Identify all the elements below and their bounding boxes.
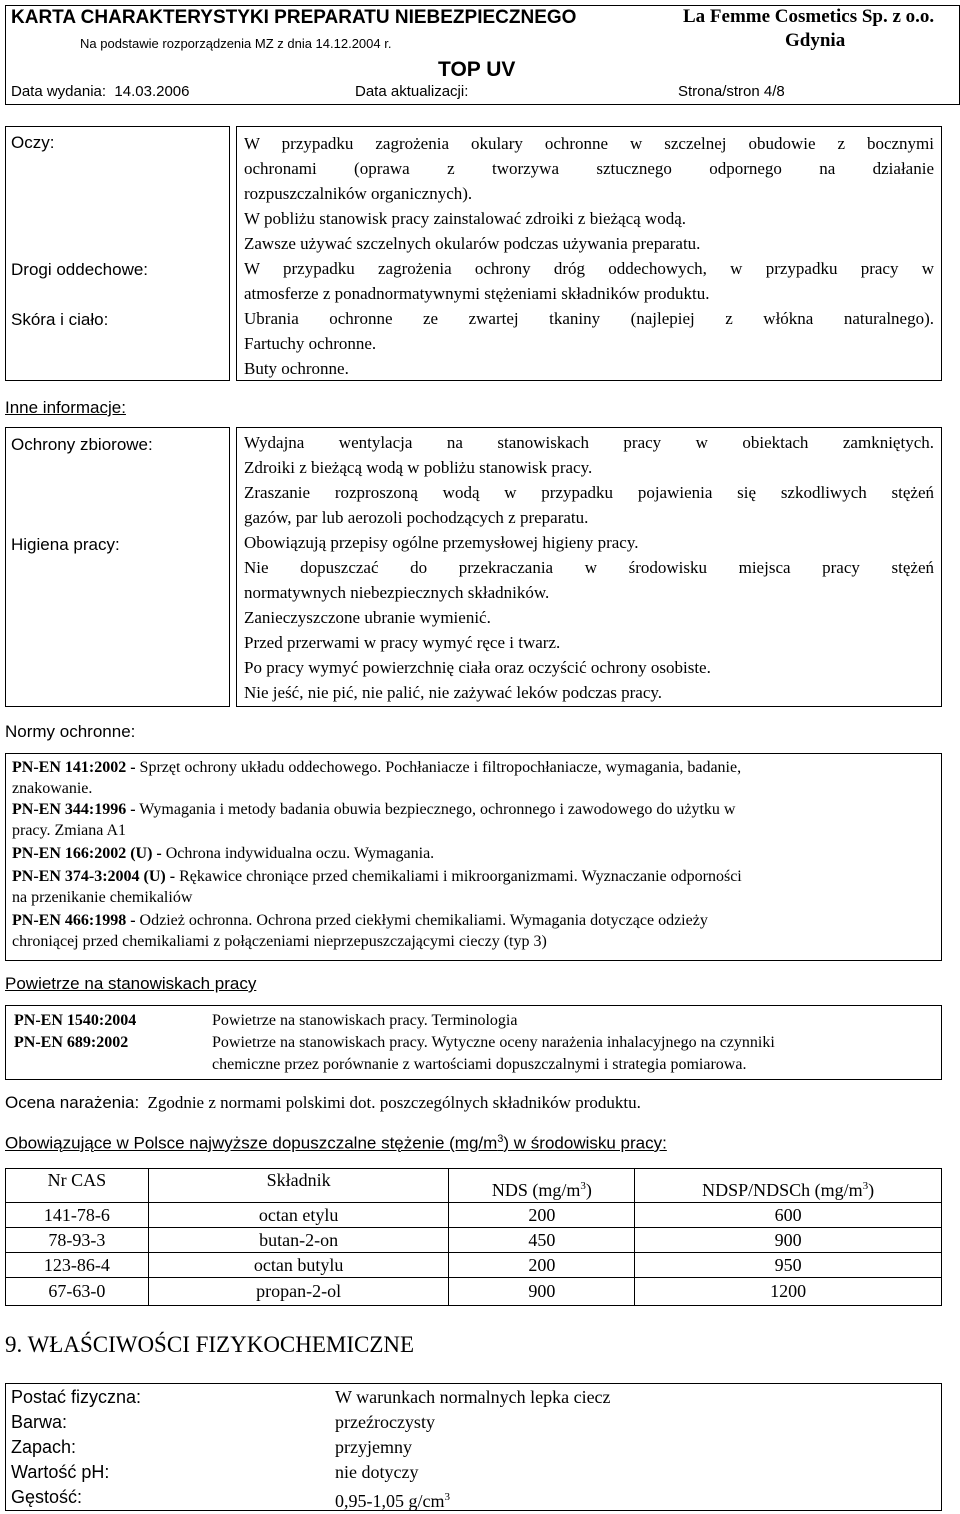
- air-text: Powietrze na stanowiskach pracy. Terminologia: [212, 1012, 518, 1029]
- physchem-row: [11, 1385, 931, 1410]
- other-line: Wydajna wentylacja na stanowiskach pracy w obiektach zamkniętych.: [244, 433, 934, 452]
- physchem-label: Barwa:: [11, 1412, 68, 1432]
- physchem-row: [11, 1435, 931, 1460]
- norm-code: PN-EN 344:1996 -: [12, 801, 136, 818]
- skin-line: Ubrania ochronne ze zwartej tkaniny (najlepiej z włókna naturalnego).: [244, 309, 934, 328]
- eyes-line: W przypadku zagrożenia okulary ochronne w szczelnej obudowie z bocznymi: [244, 134, 934, 153]
- norm-text: chroniącej przed chemikaliami z połączeniami nieprzepuszczającymi cieczy (typ 3): [12, 933, 547, 950]
- limits-header-row: [6, 1169, 942, 1203]
- norm-code: PN-EN 141:2002 -: [12, 759, 136, 776]
- section-9-title: 9. WŁAŚCIWOŚCI FIZYKOCHEMICZNE: [5, 1332, 415, 1357]
- density-value: 0,95-1,05 g/cm: [335, 1491, 445, 1511]
- air-text-line: Powietrze na stanowiskach pracy. Wytyczne oceny narażenia inhalacyjnego na czynniki: [212, 1034, 775, 1051]
- cell-name: butan-2-on: [148, 1228, 449, 1253]
- cell-nds: 900: [449, 1278, 635, 1306]
- norm-item: [12, 799, 927, 841]
- product-name: TOP UV: [438, 58, 516, 81]
- air-text: [212, 1032, 775, 1076]
- labels-box-bottom: [5, 427, 230, 707]
- cell-nds: 200: [449, 1203, 635, 1228]
- other-line: Zdroiki z bieżącą wodą w pobliżu stanowisk pracy.: [244, 458, 593, 477]
- eyes-line: rozpuszczalników organicznych).: [244, 184, 473, 203]
- eyes-line: Zawsze używać szczelnych okularów podczas używania preparatu.: [244, 234, 701, 253]
- physchem-label: Wartość pH:: [11, 1462, 110, 1482]
- other-line: Nie dopuszczać do przekraczania w środowisku miejsca pracy stężeń: [244, 558, 934, 577]
- col-cas: Nr CAS: [6, 1169, 149, 1203]
- physchem-value: przyjemny: [335, 1437, 412, 1457]
- exposure-label: Ocena narażenia:: [5, 1093, 140, 1112]
- norm-item: [12, 910, 927, 952]
- table-row: [6, 1253, 942, 1278]
- collective-label: Ochrony zbiorowe:: [11, 435, 153, 454]
- air-item: [14, 1010, 939, 1032]
- col-nds: [449, 1169, 635, 1203]
- physchem-value: przeźroczysty: [335, 1412, 435, 1432]
- cell-cas: 78-93-3: [6, 1228, 149, 1253]
- cell-cas: 67-63-0: [6, 1278, 149, 1306]
- air-text-line: chemiczne przez porównanie z wartościami dopuszczalnymi i strategia pomiarowa.: [212, 1056, 747, 1073]
- norm-text: Rękawice chroniące przed chemikaliami i mikroorganizmami. Wyznaczanie odporności: [179, 868, 742, 885]
- company-name: La Femme Cosmetics Sp. z o.o.: [683, 6, 935, 27]
- cell-nds: 200: [449, 1253, 635, 1278]
- issue-label: Data wydania:: [11, 83, 107, 100]
- physchem-list: [11, 1385, 931, 1514]
- physchem-row: [11, 1485, 931, 1514]
- air-list: [14, 1010, 939, 1076]
- document-title: KARTA CHARAKTERYSTYKI PREPARATU NIEBEZPIECZNEGO: [11, 7, 577, 28]
- cell-cas: 123-86-4: [6, 1253, 149, 1278]
- other-info-text: [244, 430, 934, 705]
- respiratory-line: atmosferze z ponadnormatywnymi stężeniami składników produktu.: [244, 284, 710, 303]
- exposure-text: Zgodnie z normami polskimi dot. poszczególnych składników produktu.: [147, 1093, 641, 1112]
- other-line: normatywnych niebezpiecznych składników.: [244, 583, 550, 602]
- company-city: Gdynia: [785, 30, 846, 51]
- norm-text: Wymagania i metody badania obuwia bezpiecznego, ochronnego i zawodowego do użytku w: [139, 801, 736, 818]
- col-nds-sup: 3: [580, 1180, 586, 1192]
- norm-code: PN-EN 166:2002 (U) -: [12, 845, 162, 862]
- limits-heading-text-end: ) w środowisku pracy:: [503, 1133, 667, 1153]
- norm-text: znakowanie.: [12, 780, 93, 797]
- table-row: [6, 1203, 942, 1228]
- cell-nds: 450: [449, 1228, 635, 1253]
- norm-text: Ochrona indywidualna oczu. Wymagania.: [165, 845, 435, 862]
- other-line: gazów, par lub aerozoli pochodzących z preparatu.: [244, 508, 589, 527]
- limits-table: [5, 1168, 942, 1306]
- table-row: [6, 1228, 942, 1253]
- cell-ndsp: 600: [635, 1203, 942, 1228]
- update-date: Data aktualizacji:: [355, 83, 469, 100]
- issue-date: [11, 83, 189, 100]
- skin-label: Skóra i ciało:: [11, 310, 109, 329]
- col-nds-end: ): [585, 1180, 592, 1200]
- cell-cas: 141-78-6: [6, 1203, 149, 1228]
- norm-item: [12, 866, 927, 908]
- regulation-note: Na podstawie rozporządzenia MZ z dnia 14.12.2004 r.: [80, 36, 392, 51]
- physchem-row: [11, 1410, 931, 1435]
- other-line: Po pracy wymyć powierzchnię ciała oraz oczyścić ochrony osobiste.: [244, 658, 711, 677]
- physchem-label: Zapach:: [11, 1437, 77, 1457]
- air-code: PN-EN 1540:2004: [14, 1012, 137, 1029]
- physchem-label: Gęstość:: [11, 1487, 83, 1507]
- norm-item: [12, 757, 927, 799]
- physchem-value: W warunkach normalnych lepka ciecz: [335, 1387, 611, 1407]
- norm-code: PN-EN 374-3:2004 (U) -: [12, 868, 176, 885]
- density-sup: 3: [444, 1491, 450, 1503]
- col-ndsp-sup: 3: [862, 1180, 869, 1192]
- col-nds-text: NDS (mg/m: [491, 1180, 581, 1200]
- air-item: [14, 1032, 939, 1076]
- respiratory-line: W przypadku zagrożenia ochrony dróg oddechowych, w przypadku pracy w: [244, 259, 934, 278]
- cell-name: octan butylu: [148, 1253, 449, 1278]
- respiratory-label: Drogi oddechowe:: [11, 260, 149, 279]
- eyes-label: Oczy:: [11, 133, 55, 152]
- skin-line: Buty ochronne.: [244, 359, 349, 378]
- other-line: Nie jeść, nie pić, nie palić, nie zażywać leków podczas pracy.: [244, 683, 663, 702]
- cell-ndsp: 1200: [635, 1278, 942, 1306]
- air-code: PN-EN 689:2002: [14, 1034, 129, 1051]
- norm-code: PN-EN 466:1998 -: [12, 912, 136, 929]
- eyes-line: ochronami (oprawa z tworzywa sztucznego odpornego na działanie: [244, 159, 934, 178]
- limits-heading: [5, 1133, 667, 1154]
- protection-text: [244, 131, 934, 381]
- physchem-row: [11, 1460, 931, 1485]
- limits-heading-text: Obowiązujące w Polsce najwyższe dopuszczalne stężenie (mg/m: [5, 1133, 498, 1153]
- other-line: Zanieczyszczone ubranie wymienić.: [244, 608, 491, 627]
- labels-box-top: [5, 126, 230, 381]
- col-ndsp-end: ): [868, 1180, 875, 1200]
- table-row: [6, 1278, 942, 1306]
- norms-label: Normy ochronne:: [5, 722, 136, 741]
- hygiene-label: Higiena pracy:: [11, 535, 120, 554]
- physchem-value: nie dotyczy: [335, 1462, 419, 1482]
- skin-line: Fartuchy ochronne.: [244, 334, 377, 353]
- other-line: Zraszanie rozproszoną wodą w przypadku pojawienia się szkodliwych stężeń: [244, 483, 934, 502]
- norms-list: [12, 757, 927, 952]
- norm-text: na przenikanie chemikaliów: [12, 889, 193, 906]
- exposure: [5, 1093, 641, 1113]
- other-line: Przed przerwami w pracy wymyć ręce i twarz.: [244, 633, 561, 652]
- page-number: Strona/stron 4/8: [678, 83, 785, 100]
- norm-text: Odzież ochronna. Ochrona przed ciekłymi chemikaliami. Wymagania dotyczące odzieży: [139, 912, 708, 929]
- cell-name: propan-2-ol: [148, 1278, 449, 1306]
- cell-ndsp: 900: [635, 1228, 942, 1253]
- norm-item: [12, 843, 927, 864]
- air-heading: Powietrze na stanowiskach pracy: [5, 974, 257, 993]
- norm-text: Sprzęt ochrony układu oddechowego. Pochłaniacze i filtropochłaniacze, wymagania, badanie,: [139, 759, 742, 776]
- norm-text: pracy. Zmiana A1: [12, 822, 127, 839]
- cell-name: octan etylu: [148, 1203, 449, 1228]
- other-line: Obowiązują przepisy ogólne przemysłowej higieny pracy.: [244, 533, 639, 552]
- issue-value: 14.03.2006: [114, 83, 190, 100]
- col-ndsp-text: NDSP/NDSCh (mg/m: [702, 1180, 863, 1200]
- cell-ndsp: 950: [635, 1253, 942, 1278]
- eyes-line: W pobliżu stanowisk pracy zainstalować zdroiki z bieżącą wodą.: [244, 209, 686, 228]
- other-info-heading: Inne informacje:: [5, 398, 126, 417]
- physchem-value: [335, 1485, 450, 1514]
- col-ndsp: [635, 1169, 942, 1203]
- physchem-label: Postać fizyczna:: [11, 1387, 142, 1407]
- col-name: Składnik: [148, 1169, 449, 1203]
- limits-heading-sup: 3: [497, 1133, 504, 1145]
